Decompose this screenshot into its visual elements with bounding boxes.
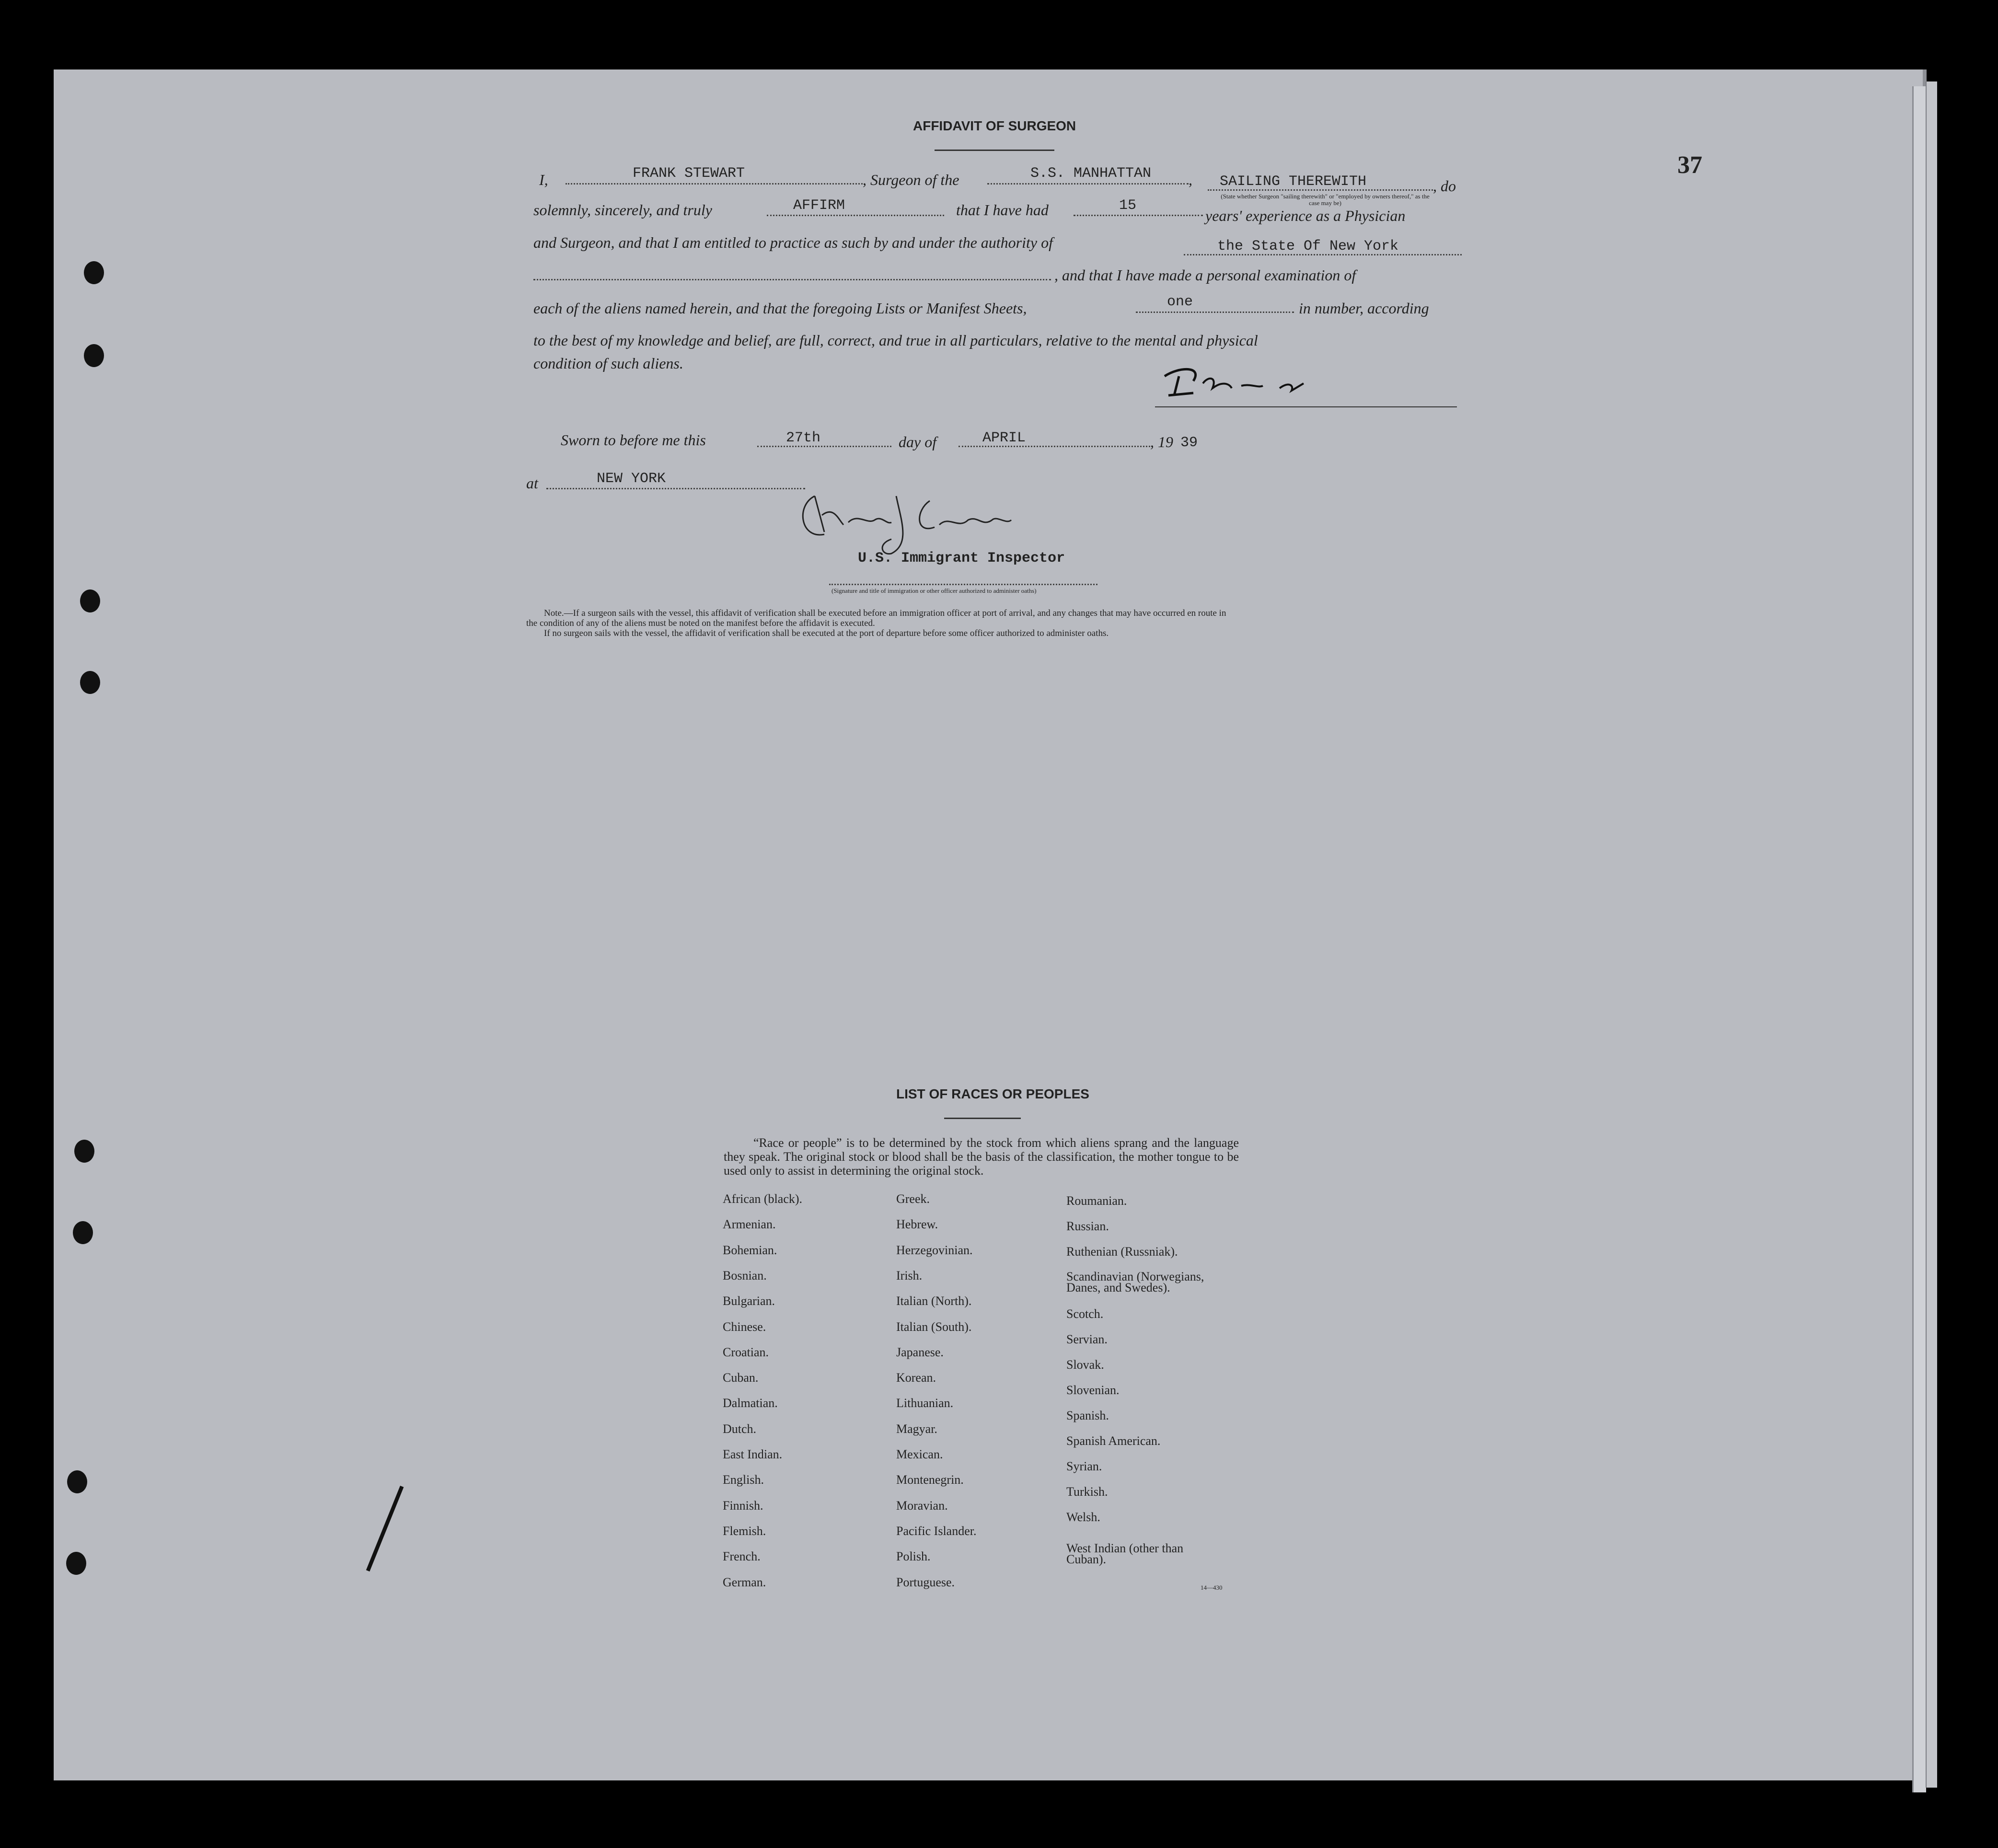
in-number-text: in number, according xyxy=(1299,300,1429,317)
day-of-label: day of xyxy=(899,433,937,450)
affidavit-title: AFFIDAVIT OF SURGEON xyxy=(913,118,1076,133)
inspector-signature-line xyxy=(829,584,1097,585)
solemnly-text: solemnly, sincerely, and truly xyxy=(533,201,712,219)
sailing-status-line xyxy=(1208,189,1433,191)
surgeon-name: FRANK STEWART xyxy=(633,165,745,182)
authority-text: and Surgeon, and that I am entitled to practice as such by and under the authority of xyxy=(533,234,1053,251)
sheet-count: one xyxy=(1167,294,1193,310)
race-entry: Roumanian. xyxy=(1066,1194,1127,1208)
sworn-day-line xyxy=(757,446,891,447)
binder-hole xyxy=(73,1221,93,1244)
form-code: 14—430 xyxy=(1201,1584,1223,1591)
races-title: LIST OF RACES OR PEOPLES xyxy=(896,1086,1089,1101)
authority-value: the State Of New York xyxy=(1217,238,1399,254)
race-entry: Welsh. xyxy=(1066,1510,1100,1524)
inspector-title: U.S. Immigrant Inspector xyxy=(858,550,1065,566)
authority-line xyxy=(1184,254,1462,255)
examination-text: , and that I have made a personal examination of xyxy=(1054,266,1356,284)
surgeon-of-label: , Surgeon of the xyxy=(863,171,959,188)
race-entry: Croatian. xyxy=(723,1345,769,1359)
sworn-text: Sworn to before me this xyxy=(561,431,706,449)
race-entry: Moravian. xyxy=(896,1498,948,1513)
year-prefix: , 19 xyxy=(1150,433,1173,450)
race-entry: Armenian. xyxy=(723,1217,776,1232)
race-entry: Bohemian. xyxy=(723,1243,777,1257)
line1-suffix: , do xyxy=(1433,177,1456,195)
race-entry: French. xyxy=(723,1549,761,1564)
race-entry: Dalmatian. xyxy=(723,1396,778,1410)
race-entry: Korean. xyxy=(896,1371,936,1385)
vessel-name: S.S. MANHATTAN xyxy=(1030,165,1152,182)
page-edge xyxy=(1926,81,1937,1788)
title-underline xyxy=(935,150,1054,151)
race-entry: Herzegovinian. xyxy=(896,1243,973,1257)
race-entry: Japanese. xyxy=(896,1345,944,1359)
race-entry: Russian. xyxy=(1066,1219,1109,1233)
binder-hole xyxy=(84,344,104,367)
race-entry: Ruthenian (Russniak). xyxy=(1066,1245,1178,1259)
race-entry: Chinese. xyxy=(723,1319,766,1334)
race-entry: Magyar. xyxy=(896,1421,937,1436)
binder-hole xyxy=(80,671,100,694)
sworn-month: APRIL xyxy=(982,430,1026,446)
surgeon-signature-line xyxy=(1155,406,1457,407)
race-entry: African (black). xyxy=(723,1192,803,1206)
surgeon-name-line xyxy=(566,183,863,185)
page-fold-strip xyxy=(1912,86,1926,1792)
race-entry: Hebrew. xyxy=(896,1217,938,1232)
inspector-caption: (Signature and title of immigration or other officer authorized to administer oaths) xyxy=(832,587,1037,594)
race-entry: East Indian. xyxy=(723,1447,783,1461)
years-had-text: that I have had xyxy=(956,201,1049,219)
place-value: NEW YORK xyxy=(597,471,666,487)
inspector-signature xyxy=(796,486,1026,558)
years-experience-text: years' experience as a Physician xyxy=(1205,207,1406,224)
races-title-underline xyxy=(944,1118,1021,1119)
race-entry: Spanish. xyxy=(1066,1409,1109,1422)
manifest-text: each of the aliens named herein, and that the foregoing Lists or Manifest Sheets, xyxy=(533,300,1027,317)
race-entry: West Indian (other than xyxy=(1066,1541,1184,1555)
sworn-month-line xyxy=(959,446,1150,447)
oath-line xyxy=(767,215,944,216)
race-entry: Lithuanian. xyxy=(896,1396,954,1410)
note-line-1: Note.—If a surgeon sails with the vessel, this affidavit of verification shall be executed before an immigration officer at port of arrival, and any changes that may have occurred en route in xyxy=(544,608,1226,618)
races-intro: “Race or people” is to be determined by the stock from which aliens sprang and the language they speak. The original stock or blood shall be the basis of the classification, the mother tongue to be used only to assist in determining the original stock. xyxy=(724,1136,1239,1178)
years-line xyxy=(1074,215,1203,216)
note-line-2: the condition of any of the aliens must be noted on the manifest before the affidavit is executed. xyxy=(526,618,875,628)
race-entry: Polish. xyxy=(896,1549,931,1564)
race-entry: Bulgarian. xyxy=(723,1294,775,1308)
race-entry: Danes, and Swedes). xyxy=(1066,1281,1170,1294)
race-entry: Slovak. xyxy=(1066,1358,1104,1372)
race-entry: Bosnian. xyxy=(723,1268,767,1282)
knowledge-text: to the best of my knowledge and belief, are full, correct, and true in all particulars, relative to the mental and physical xyxy=(533,332,1258,349)
race-entry: Portuguese. xyxy=(896,1575,955,1589)
race-entry: Greek. xyxy=(896,1192,930,1206)
race-entry: Pacific Islander. xyxy=(896,1524,977,1538)
page-number: 37 xyxy=(1677,151,1702,179)
race-entry: Cuban. xyxy=(723,1371,759,1385)
sworn-day: 27th xyxy=(786,430,821,446)
document-page xyxy=(54,69,1927,1780)
binder-hole xyxy=(74,1140,94,1163)
race-entry: Flemish. xyxy=(723,1524,766,1538)
race-entry: Spanish American. xyxy=(1066,1434,1161,1448)
race-entry: Finnish. xyxy=(723,1498,763,1513)
status-instruction: (State whether Surgeon "sailing therewith" or "employed by owners thereof," as the case may be) xyxy=(1221,193,1430,207)
binder-hole xyxy=(67,1470,87,1493)
at-label: at xyxy=(526,474,538,492)
race-entry: Cuban). xyxy=(1066,1552,1107,1566)
surgeon-signature xyxy=(1160,362,1342,400)
race-entry: Mexican. xyxy=(896,1447,943,1461)
race-entry: Scandinavian (Norwegians, xyxy=(1066,1270,1204,1283)
years-value: 15 xyxy=(1119,197,1137,214)
race-entry: Scotch. xyxy=(1066,1307,1104,1321)
condition-text: condition of such aliens. xyxy=(533,355,683,372)
year-suffix: 39 xyxy=(1180,435,1198,451)
authority-continuation-line xyxy=(533,279,1051,280)
oath-word: AFFIRM xyxy=(793,197,845,214)
race-entry: Italian (North). xyxy=(896,1294,972,1308)
race-entry: Turkish. xyxy=(1066,1485,1108,1499)
race-entry: English. xyxy=(723,1473,764,1487)
race-entry: Dutch. xyxy=(723,1421,757,1436)
vessel-line xyxy=(987,183,1189,185)
race-entry: Syrian. xyxy=(1066,1459,1102,1473)
race-entry: German. xyxy=(723,1575,766,1589)
race-entry: Italian (South). xyxy=(896,1319,972,1334)
note-line-3: If no surgeon sails with the vessel, the affidavit of verification shall be executed at the port of departure before some officer authorized to administer oaths. xyxy=(544,628,1109,638)
race-entry: Montenegrin. xyxy=(896,1473,964,1487)
race-entry: Servian. xyxy=(1066,1332,1108,1346)
race-entry: Slovenian. xyxy=(1066,1383,1120,1397)
sailing-status: SAILING THEREWITH xyxy=(1220,173,1367,190)
affidavit-prefix: I, xyxy=(539,171,548,188)
sheet-count-line xyxy=(1136,312,1294,313)
place-line xyxy=(546,488,805,489)
binder-hole xyxy=(80,589,100,612)
race-entry: Irish. xyxy=(896,1268,923,1282)
binder-hole xyxy=(66,1552,86,1575)
binder-hole xyxy=(84,261,104,284)
